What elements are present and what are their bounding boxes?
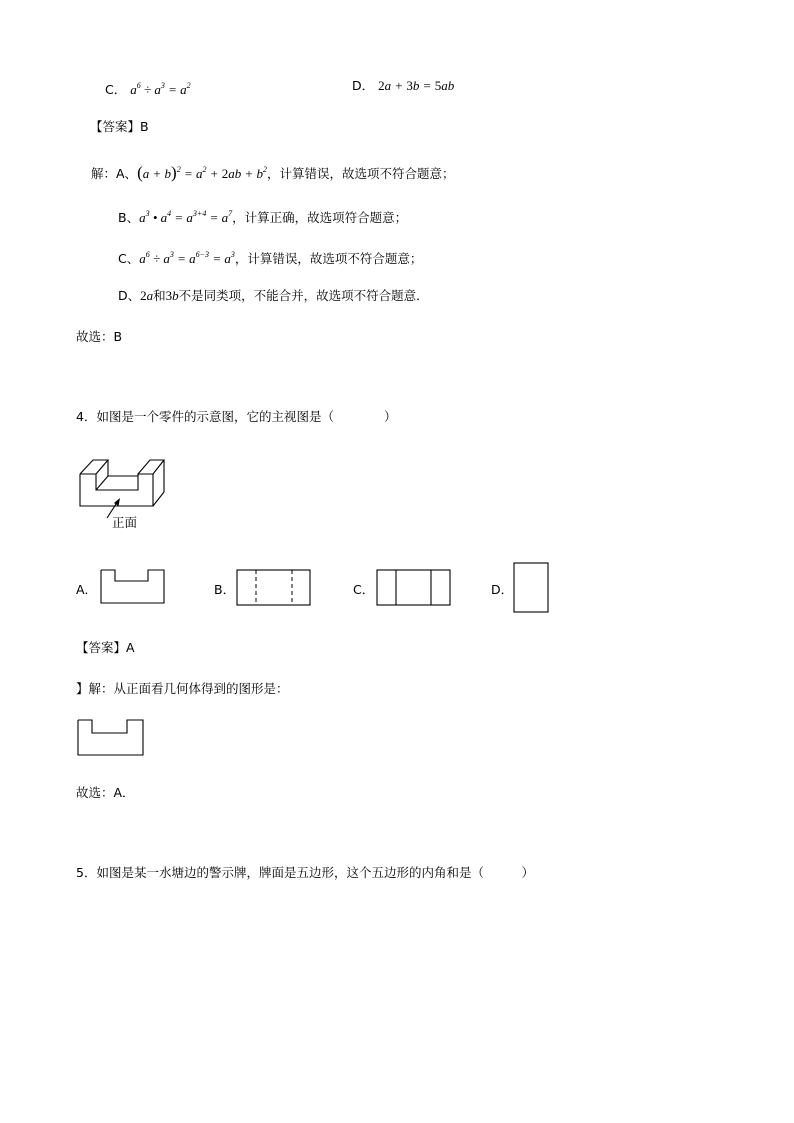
line-d-tail: 不是同类项，不能合并，故选项不符合题意．: [178, 288, 429, 303]
option-a-label: A．: [76, 582, 98, 597]
option-b-label: B．: [214, 582, 236, 597]
option-d-label-q4: D．: [491, 582, 514, 597]
option-c-formula: $a^6 \div a^3 = a^2$: [130, 81, 191, 97]
formula-a: $(a + b)^2 = a^2 + 2ab + b^2$: [137, 163, 268, 182]
solution-line-b: [118, 206, 407, 226]
formula-c: $a^6 \div a^3 = a^{6-3} = a^3$: [139, 250, 235, 266]
term-2a: 2a: [140, 288, 154, 303]
formula-b: $a^3$ • $a^4 = a^{3+4} = a^7$: [139, 209, 233, 225]
line-b-prefix: B、: [118, 210, 140, 225]
front-label: 正面: [112, 515, 138, 530]
line-c-prefix: C、: [118, 251, 140, 266]
solution-line-c: [118, 247, 422, 267]
solution-line-d: [118, 288, 429, 304]
option-d-label: D．: [352, 78, 375, 93]
solution-q4: 】解：从正面看几何体得到的图形是：: [76, 681, 289, 696]
solution-line-a: [91, 162, 455, 182]
option-c: [105, 78, 191, 98]
option-a-figure: [100, 569, 166, 605]
option-d: [352, 78, 454, 94]
question-5: 5．如图是某一水塘边的警示牌，牌面是五边形，这个五边形的内角和是（ ）: [76, 865, 534, 880]
option-b-figure: [236, 569, 312, 606]
option-c-label-q4: C．: [353, 582, 375, 597]
term-3b: 3b: [165, 288, 179, 303]
option-d-formula: 2a + 3b = 5ab: [378, 78, 455, 93]
option-c-figure: [376, 569, 452, 606]
line-a-tail: ，计算错误，故选项不符合题意；: [267, 166, 455, 181]
question-4: 4．如图是一个零件的示意图，它的主视图是（ ）: [76, 409, 397, 424]
conclusion-q4: 故选：A．: [76, 785, 135, 800]
solution-figure: [77, 719, 145, 757]
line-d-mid: 和: [153, 288, 166, 303]
line-c-tail: ，计算错误，故选项不符合题意；: [234, 251, 423, 266]
line-b-tail: ，计算正确，故选项符合题意；: [232, 210, 408, 225]
line-d-prefix: D、: [118, 288, 141, 303]
part-3d-figure: [78, 448, 168, 508]
solution-prefix: 解：A、: [91, 166, 138, 181]
option-d-figure: [513, 562, 550, 614]
answer-q4: 【答案】A: [76, 640, 135, 655]
answer-q3: 【答案】B: [90, 119, 149, 134]
conclusion-q3: 故选：B: [76, 329, 123, 344]
option-c-label: C．: [105, 82, 127, 97]
